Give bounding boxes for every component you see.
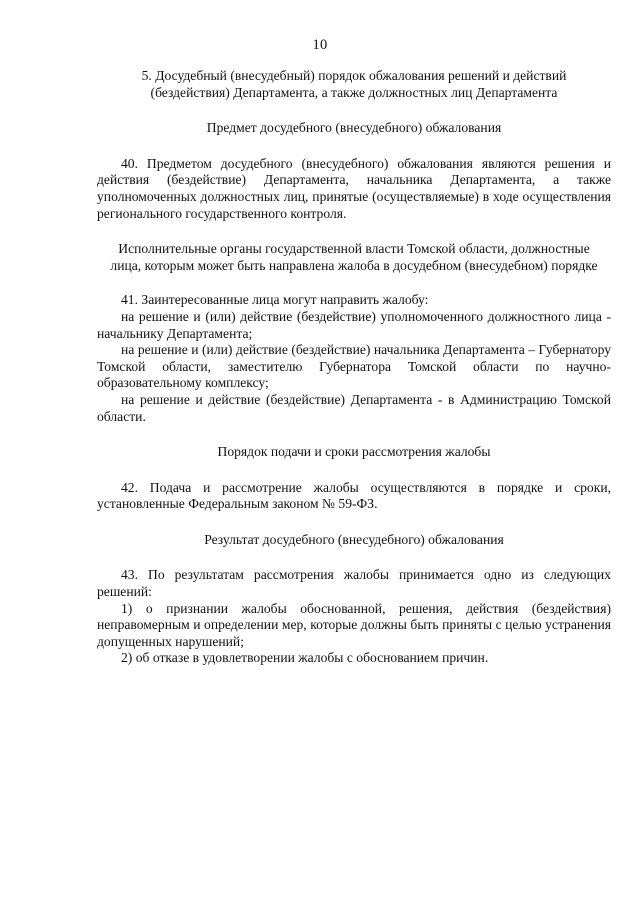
paragraph-43-item-2: 2) об отказе в удовлетворении жалобы с обоснованием причин. xyxy=(121,650,489,666)
section-title-line-1: 5. Досудебный (внесудебный) порядок обжалования решений и действий xyxy=(141,68,567,83)
paragraph-41-item-3: на решение и действие (бездействие) Департамента - в Администрацию Томской области. xyxy=(97,391,611,424)
subheading-subject: Предмет досудебного (внесудебного) обжалования xyxy=(206,120,502,136)
page-number: 10 xyxy=(312,37,328,53)
subheading-organs-line-1: Исполнительные органы государственной власти Томской области, должностные xyxy=(118,241,590,257)
document-body xyxy=(97,68,611,667)
paragraph-40: 40. Предметом досудебного (внесудебного) обжалования являются решения и действия (бездействие) Департамента, начальника Департамента, а также уполномоченных должностных лиц, принятые (осуществляемые) в ходе осуществления регионального государственного контроля. xyxy=(97,155,611,221)
subheading-organs-line-2: лица, которым может быть направлена жалоба в досудебном (внесудебном) порядке xyxy=(110,257,598,273)
subheading-result: Результат досудебного (внесудебного) обжалования xyxy=(204,531,504,547)
paragraph-43-item-1: 1) о признании жалобы обоснованной, решения, действия (бездействия) неправомерным и определении мер, которые должны быть приняты с целью устранения допущенных нарушений; xyxy=(97,600,611,649)
paragraph-41-intro: 41. Заинтересованные лица могут направить жалобу: xyxy=(121,292,429,308)
paragraph-41-item-2: на решение и (или) действие (бездействие) начальника Департамента – Губернатору Томской области, заместителю Губернатора Томской области по научно-образовательному комплексу; xyxy=(97,342,611,391)
paragraph-41-item-1: на решение и (или) действие (бездействие) уполномоченного должностного лица - начальнику Департамента; xyxy=(97,308,611,341)
section-title-line-2: (бездействия) Департамента, а также должностных лиц Департамента xyxy=(150,84,558,100)
subheading-procedure: Порядок подачи и сроки рассмотрения жалобы xyxy=(217,444,491,460)
paragraph-43-intro: 43. По результатам рассмотрения жалобы принимается одно из следующих решений: xyxy=(97,567,611,600)
paragraph-42: 42. Подача и рассмотрение жалобы осуществляются в порядке и сроки, установленные Федеральным законом № 59-ФЗ. xyxy=(97,479,611,512)
